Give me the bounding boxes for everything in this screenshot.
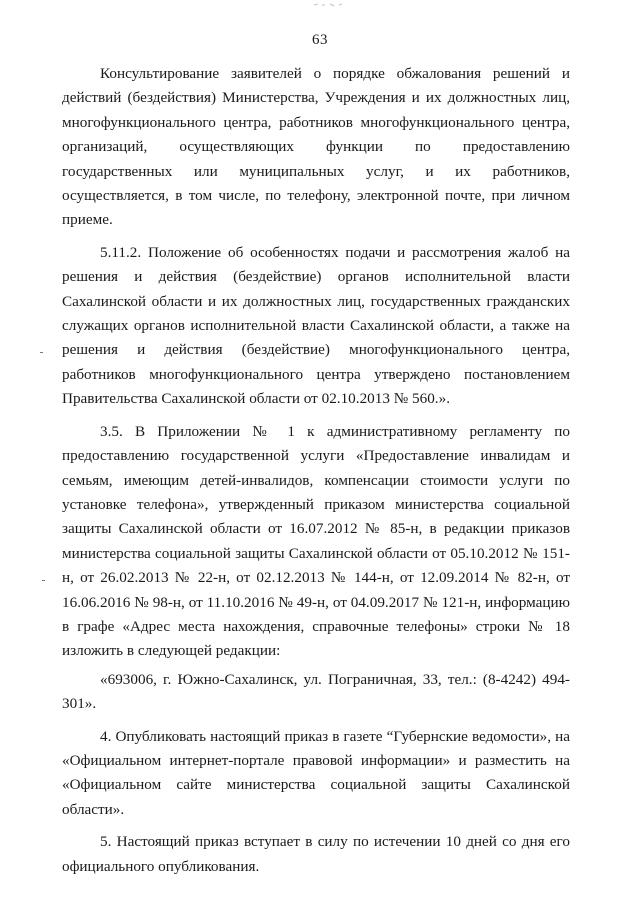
paragraph-4-publish: 4. Опубликовать настоящий приказ в газете “Губернские ведомости», на «Официальном интернет-портале правовой информации» и разместить на «Официальном сайте министерства социальной защиты Сахалинской области».: [62, 727, 570, 818]
paragraph-5-11-2: 5.11.2. Положение об особенностях подачи и рассмотрения жалоб на решения и действия (бездействие) органов исполнительной власти Сахалинской области и их должностных лиц, государственных гражданских служащих органов исполнительной власти Сахалинской области, а также на решения и действия (бездействие) многофункционального центра, работников многофункционального центра утверждено постановлением Правительства Сахалинской области от 02.10.2013 № 560.».: [62, 243, 570, 408]
paragraph-3-5: 3.5. В Приложении № 1 к административному регламенту по предоставлению государственной услуги «Предоставление инвалидам и семьям, имеющим детей-инвалидов, компенсации стоимости услуги по установке телефона», утвержденный приказом министерства социальной защиты Сахалинской области от 16.07.2012 № 85-н, в редакции приказов министерства социальной защиты Сахалинской области от 05.10.2012 № 151-н, от 26.02.2013 № 22-н, от 02.12.2013 № 144-н, от 12.09.2014 № 82-н, от 16.06.2016 № 98-н, от 11.10.2016 № 49-н, от 04.09.2017 № 121-н, информацию в графе «Адрес места нахождения, справочные телефоны» строки № 18 изложить в следующей редакции:: [62, 422, 570, 660]
paragraph-consultation: Консультирование заявителей о порядке обжалования решений и действий (бездействия) Министерства, Учреждения и их должностных лиц, многофункционального центра, работников многофункционального центра, организаций, осуществляющих функции по предоставлению государственных или муниципальных услуг, и их работников, осуществляется, в том числе, по телефону, электронной почте, при личном приеме.: [62, 65, 570, 229]
scan-artifact-mark: [312, 2, 352, 8]
paragraph-address: «693006, г. Южно-Сахалинск, ул. Пограничная, 33, тел.: (8-4242) 494-301».: [62, 670, 570, 713]
scan-speck: [42, 580, 45, 581]
scan-speck: [40, 352, 43, 353]
page-number: 63: [312, 32, 328, 48]
paragraph-5-effective: 5. Настоящий приказ вступает в силу по истечении 10 дней со дня его официального опубликования.: [62, 833, 570, 875]
document-body: [62, 62, 570, 887]
